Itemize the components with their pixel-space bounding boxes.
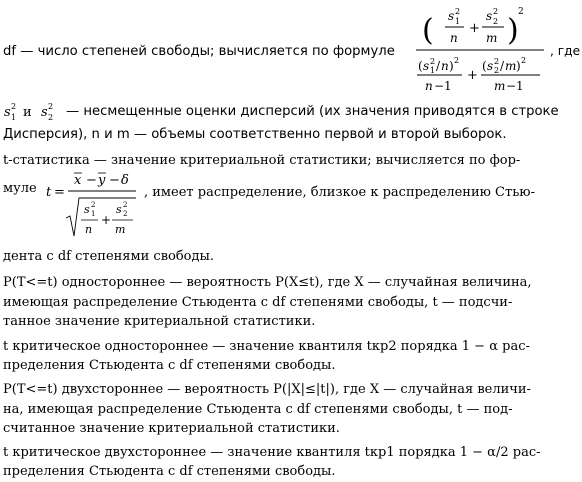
svg-text:1: 1 [91,210,96,218]
svg-text:): ) [449,59,454,73]
svg-text:s: s [84,203,90,216]
svg-text:1: 1 [430,66,436,75]
variance-symbols [3,100,69,122]
svg-text:s: s [41,105,48,120]
svg-text:2: 2 [430,57,436,66]
svg-text:(: ( [422,13,434,48]
svg-text:2: 2 [123,210,128,218]
svg-text:2: 2 [91,201,96,209]
p-one-line-3: танное значение критериальной статистики. [3,314,316,329]
df-line-1 [3,44,395,59]
svg-text:m: m [505,59,517,73]
p-one-line-2: имеющая распределение Стьюдента с df степенями свободы, t — подсчи- [3,295,513,310]
svg-text:s: s [486,9,493,23]
svg-text:−1: −1 [506,79,524,93]
svg-text:s: s [448,9,455,23]
svg-text:2: 2 [494,57,500,66]
svg-text:+: + [467,68,478,83]
df-definition-text: df — число степеней свободы; вычисляется по формуле [3,44,395,59]
svg-text:2: 2 [455,7,461,16]
p-two-line-2: на, имеющая распределение Стьюдента с df степенями свободы, t — под- [3,402,513,417]
p-two-line-1: P(T<=t) двухстороннее — вероятность P(|X|≤|t|), где X — случайная величи- [3,382,531,397]
t-statistic-formula [44,166,144,242]
svg-text:n: n [450,31,458,45]
svg-text:2: 2 [123,201,128,209]
tstat-line-2-lead: муле [3,181,37,196]
svg-text:=: = [54,185,65,200]
svg-text:y: y [98,173,106,188]
svg-text:m: m [115,223,126,236]
svg-text:): ) [507,13,519,48]
t-crit-two-line-2: пределения Стьюдента с df степенями свободы. [3,464,336,479]
df-tail: , где [550,44,581,58]
svg-text:1: 1 [455,17,461,26]
svg-text:(: ( [482,59,487,73]
df-formula [412,0,548,96]
svg-text:s: s [423,59,430,73]
svg-text:+: + [101,213,112,227]
t-crit-one-line-1: t критическое одностороннее — значение квантиля tкр2 порядка 1 − α рас- [3,339,530,354]
svg-text:2: 2 [518,7,524,17]
svg-text:−: − [109,173,120,188]
svg-text:−1: −1 [434,79,452,93]
svg-text:n: n [85,223,93,236]
tstat-line-3: дента с df степенями свободы. [3,249,214,264]
svg-text:−: − [86,173,97,188]
svg-text:2: 2 [48,102,54,111]
svg-text:2: 2 [48,113,54,122]
svg-text:x: x [74,173,82,188]
svg-text:2: 2 [493,7,499,16]
svg-text:и: и [23,105,32,120]
t-crit-one-line-2: пределения Стьюдента с df степенями свободы. [3,358,336,373]
svg-text:t: t [46,185,52,200]
svg-text:n: n [441,59,449,73]
t-crit-two-line-1: t критическое двухстороннее — значение квантиля tкр1 порядка 1 − α/2 рас- [3,445,541,460]
svg-text:2: 2 [494,66,500,75]
p-two-line-3: считанное значение критериальной статистики. [3,421,340,436]
svg-text:2: 2 [11,102,17,111]
svg-text:/: / [500,59,505,73]
svg-text:2: 2 [454,56,460,65]
tstat-line-2-tail: , имеет распределение, близкое к распределению Стью- [144,185,535,200]
svg-text:(: ( [418,59,423,73]
df-line-2: — несмещенные оценки дисперсий (их значения приводятся в строке [66,104,559,119]
tstat-line-1: t-статистика — значение критериальной статистики; вычисляется по фор- [3,153,521,168]
svg-text:1: 1 [11,113,17,122]
svg-text:/: / [436,59,441,73]
svg-text:2: 2 [493,17,499,26]
svg-text:m: m [486,31,498,45]
svg-text:s: s [116,203,122,216]
svg-text:s: s [487,59,494,73]
p-one-line-1: P(T<=t) одностороннее — вероятность P(X≤t), где X — случайная величина, [3,275,532,290]
df-line-3: Дисперсия), n и m — объемы соответственно первой и второй выборок. [3,127,507,142]
svg-text:2: 2 [521,56,527,65]
svg-text:+: + [469,21,480,36]
svg-text:m: m [494,79,506,93]
svg-text:): ) [516,59,521,73]
svg-text:δ: δ [121,173,129,188]
svg-text:s: s [4,105,11,120]
svg-text:n: n [425,79,433,93]
